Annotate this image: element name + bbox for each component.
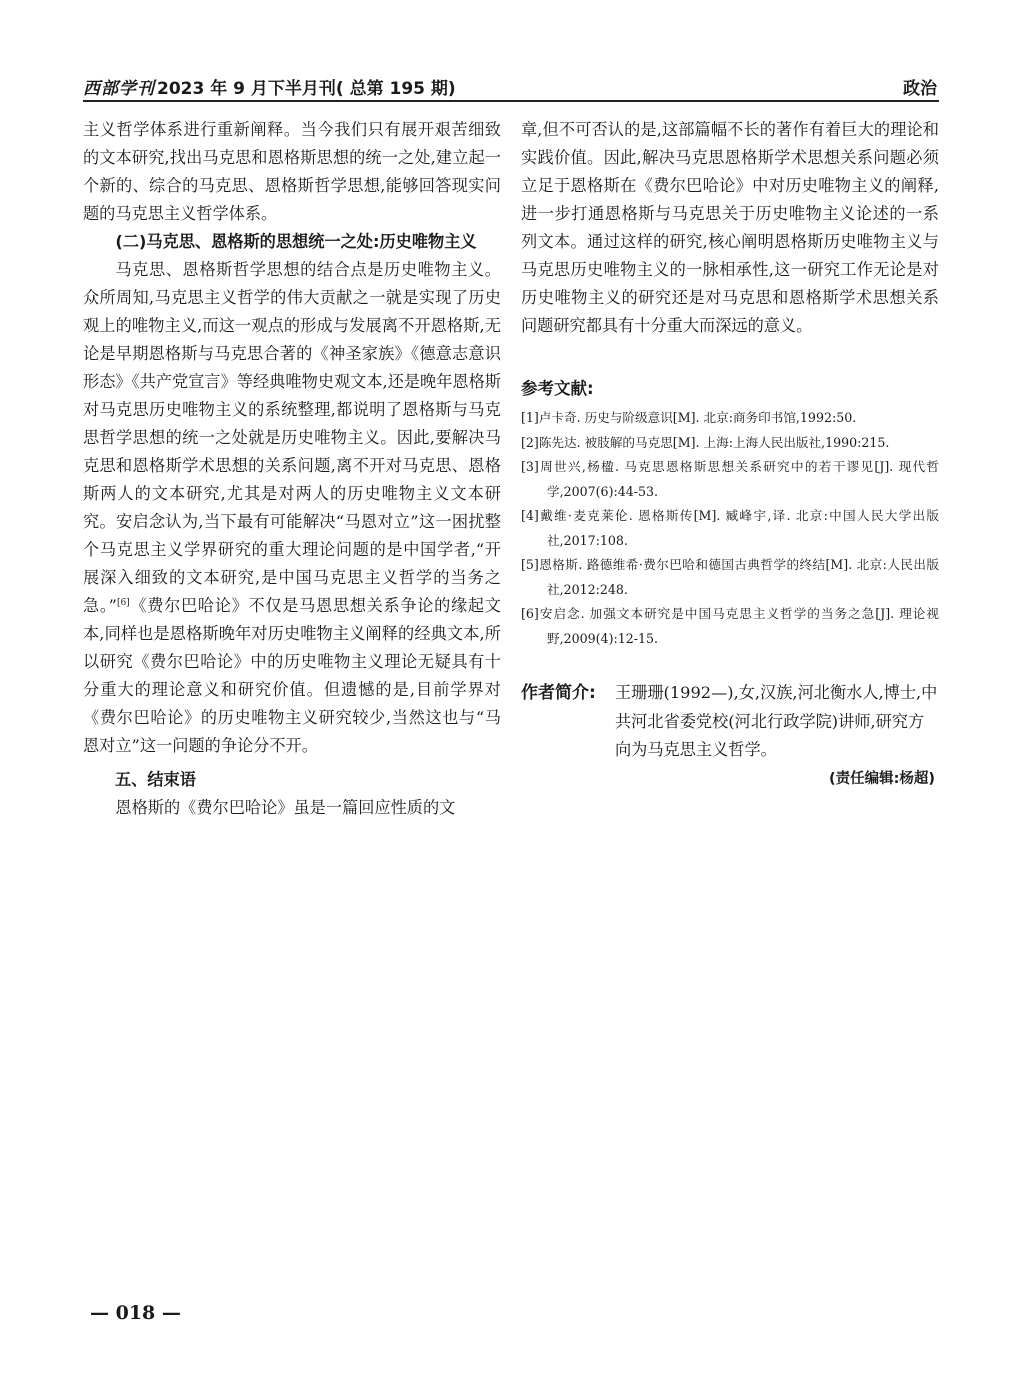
- paragraph: [83, 256, 501, 760]
- author-bio: 王珊珊(1992—),女,汉族,河北衡水人,博士,中共河北省委党校(河北行政学院)讲师,研究方向为马克思主义哲学。: [615, 683, 938, 759]
- reference-item: [3]周世兴,杨楹. 马克思恩格斯思想关系研究中的若干谬见[J]. 现代哲学,2007(6):44-53.: [521, 459, 939, 499]
- journal-issue-line: [83, 74, 456, 99]
- running-header: [83, 72, 939, 102]
- section-heading: 五、结束语: [115, 770, 196, 789]
- issue-text: 2023 年 9 月下半月刊( 总第 195 期): [157, 79, 456, 99]
- paragraph: 章,但不可否认的是,这部篇幅不长的著作有着巨大的理论和实践价值。因此,解决马克思恩格斯学术思想关系问题必须立足于恩格斯在《费尔巴哈论》中对历史唯物主义的阐释,进一步打通恩格斯与马克思关于历史唯物主义论述的一系列文本。通过这样的研究,核心阐明恩格斯历史唯物主义与马克思历史唯物主义的一脉相承性,这一研究工作无论是对历史唯物主义的研究还是对马克思和恩格斯学术思想关系问题研究都具有十分重大而深远的意义。: [521, 120, 939, 335]
- reference-item: [6]安启念. 加强文本研究是中国马克思主义哲学的当务之急[J]. 理论视野,2009(4):12-15.: [521, 606, 939, 646]
- page-number: — 018 —: [90, 1302, 181, 1324]
- author-label: 作者简介:: [521, 683, 596, 703]
- left-column: [83, 116, 501, 822]
- journal-logo: 西部学刊: [83, 79, 155, 99]
- reference-item: [5]恩格斯. 路德维希·费尔巴哈和德国古典哲学的终结[M]. 北京:人民出版社,2012:248.: [521, 557, 939, 597]
- reference-item: [4]戴维·麦克莱伦. 恩格斯传[M]. 臧峰宇,译. 北京:中国人民大学出版社,2017:108.: [521, 508, 939, 548]
- reference-item: [2]陈先达. 被肢解的马克思[M]. 上海:上海人民出版社,1990:215.: [521, 434, 890, 450]
- subsection-heading: (二)马克思、恩格斯的思想统一之处:历史唯物主义: [115, 232, 477, 251]
- paragraph: 恩格斯的《费尔巴哈论》虽是一篇回应性质的文: [115, 798, 456, 817]
- paragraph-text: 马克思、恩格斯哲学思想的结合点是历史唯物主义。众所周知,马克思主义哲学的伟大贡献之一就是实现了历史观上的唯物主义,而这一观点的形成与发展离不开恩格斯,无论是早期恩格斯与马克思合著的《神圣家族》《德意志意识形态》《共产党宣言》等经典唯物史观文本,还是晚年恩格斯对马克思历史唯物主义的系统整理,都说明了恩格斯与马克思哲学思想的统一之处就是历史唯物主义。因此,要解决马克思和恩格斯学术思想的关系问题,离不开对马克思、恩格斯两人的文本研究,尤其是对两人的历史唯物主义文本研究。安启念认为,当下最有可能解决“马恩对立”这一困扰整个马克思主义学界研究的重大理论问题的是中国学者,“开展深入细致的文本研究,是中国马克思主义哲学的当务之急。”: [83, 260, 501, 615]
- editor-note: (责任编辑:杨超): [828, 770, 935, 787]
- paragraph: 主义哲学体系进行重新阐释。当今我们只有展开艰苦细致的文本研究,找出马克思和恩格斯思想的统一之处,建立起一个新的、综合的马克思、恩格斯哲学思想,能够回答现实问题的马克思主义哲学体系。: [83, 120, 501, 223]
- paragraph-text: 《费尔巴哈论》不仅是马恩思想关系争论的缘起文本,同样也是恩格斯晚年对历史唯物主义阐释的经典文本,所以研究《费尔巴哈论》中的历史唯物主义理论无疑具有十分重大的理论意义和研究价值。但遗憾的是,目前学界对《费尔巴哈论》的历史唯物主义研究较少,当然这也与“马恩对立”这一问题的争论分不开。: [83, 596, 501, 755]
- section-tag: 政治: [903, 79, 937, 99]
- reference-item: [1]卢卡奇. 历史与阶级意识[M]. 北京:商务印书馆,1992:50.: [521, 410, 857, 425]
- references-heading: 参考文献:: [521, 379, 594, 398]
- references-list: [521, 406, 939, 651]
- right-column: [521, 116, 939, 793]
- citation-marker: [6]: [116, 598, 130, 608]
- author-bio-block: [521, 679, 939, 765]
